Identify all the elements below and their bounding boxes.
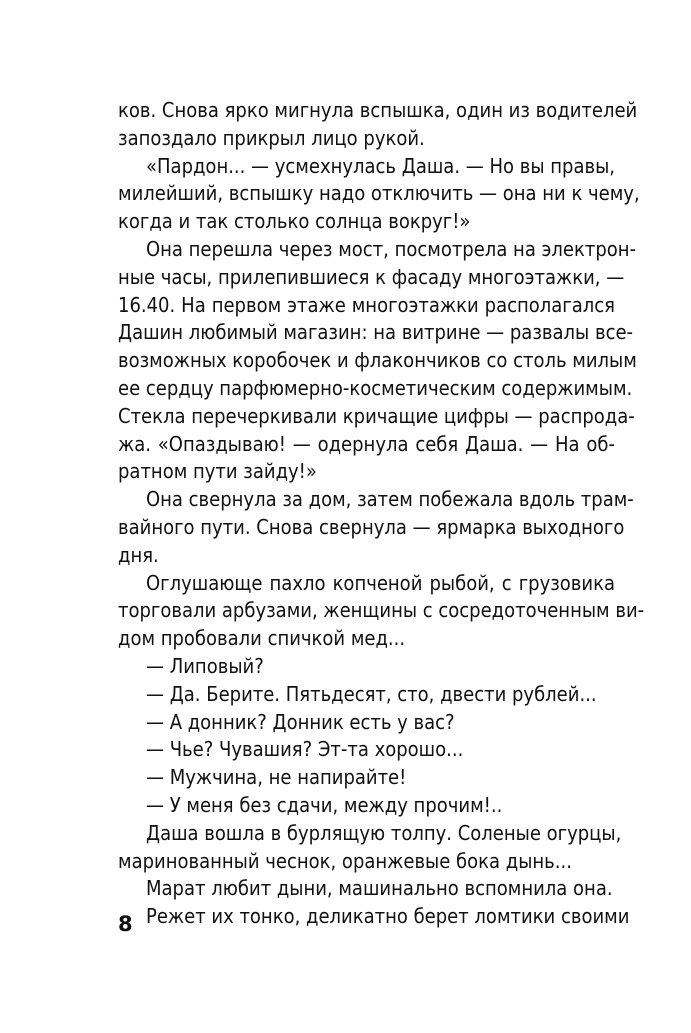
text-line: Оглушающе пахло копченой рыбой, с грузовика (146, 570, 615, 595)
text-line: запоздало прикрыл лицо рукой. (118, 125, 425, 150)
text-line: Даша вошла в бурлящую толпу. Соленые огурцы, (146, 820, 622, 845)
page-number: 8 (118, 912, 133, 936)
text-line: «Пардон... — усмехнулась Даша. — Но вы правы, (146, 153, 615, 178)
text-line: Марат любит дыни, машинально вспомнила она. (146, 876, 613, 901)
text-line: Стекла перечеркивали кричащие цифры — распрода- (118, 403, 635, 428)
text-line: Дашин любимый магазин: на витрине — развалы все- (118, 320, 634, 345)
text-line: Она перешла через мост, посмотрела на электрон- (146, 236, 637, 261)
text-line: Она свернула за дом, затем побежала вдоль трам- (146, 487, 634, 512)
text-line: ее сердцу парфюмерно-косметическим содержимым. (118, 375, 633, 400)
dialogue-line: — Да. Берите. Пятьдесят, сто, двести рублей... (146, 681, 597, 706)
text-line: 16.40. На первом этаже многоэтажки располагался (118, 292, 615, 317)
body-text (118, 97, 645, 931)
dialogue-line: — Чье? Чувашия? Эт-та хорошо... (146, 737, 464, 762)
text-line: возможных коробочек и флакончиков со столь милым (118, 348, 637, 373)
text-line: дом пробовали спичкой мед... (118, 626, 406, 651)
text-line: когда и так столько солнца вокруг!» (118, 209, 471, 234)
dialogue-line: — Мужчина, не напирайте! (146, 765, 407, 790)
text-line: вайного пути. Снова свернула — ярмарка выходного (118, 514, 625, 539)
text-line: жа. «Опаздываю! — одернула себя Даша. — На об- (118, 431, 615, 456)
text-line: маринованный чеснок, оранжевые бока дынь... (118, 848, 572, 873)
text-line: милейший, вспышку надо отключить — она ни к чему, (118, 181, 640, 206)
text-line: дня. (118, 542, 159, 567)
text-line: ратном пути зайду!» (118, 459, 317, 484)
text-line: ные часы, прилепившиеся к фасаду многоэтажки, — (118, 264, 625, 289)
dialogue-line: — А донник? Донник есть у вас? (146, 709, 455, 734)
dialogue-line: — Липовый? (146, 653, 264, 678)
dialogue-line: — У меня без сдачи, между прочим!.. (146, 792, 503, 817)
text-line: торговали арбузами, женщины с сосредоточенным ви- (118, 598, 645, 623)
text-line: ков. Снова ярко мигнула вспышка, один из водителей (118, 98, 638, 122)
text-line: Режет их тонко, деликатно берет ломтики своими (146, 904, 630, 929)
